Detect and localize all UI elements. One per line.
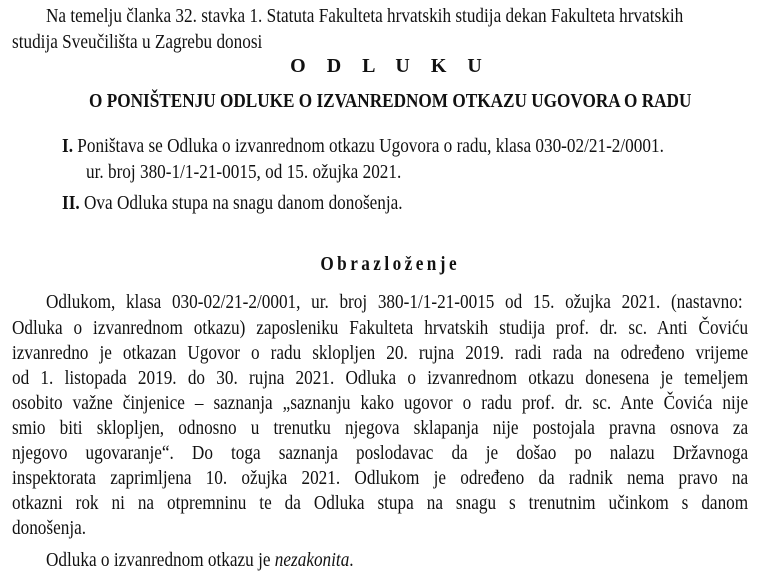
- conclusion: [46, 548, 354, 572]
- conclusion-suffix: .: [349, 549, 354, 571]
- reasoning-line-text: Odlukom, klasa 030-02/21-2/0001, ur. broj 380-1/1-21-0015 od 15. ožujka 2021. (nastavno:: [46, 291, 743, 313]
- document-title: O D L U K U: [290, 55, 490, 77]
- reasoning-line: [12, 491, 748, 515]
- reasoning-line-text: smio biti sklopljen, odnosno u trenutku njegova sklapanja nije postojala pravna osnova za: [12, 417, 749, 439]
- reasoning-line: [12, 366, 748, 390]
- reasoning-heading: [0, 252, 780, 276]
- reasoning-line: [46, 290, 743, 314]
- reasoning-line: [12, 416, 748, 440]
- reasoning-heading-text: Obrazloženje: [320, 253, 460, 275]
- decision-item-1-continuation: ur. broj 380-1/1-21-0015, od 15. ožujka 2021.: [86, 161, 402, 183]
- item-text: Poništava se Odluka o izvanrednom otkazu Ugovora o radu, klasa 030-02/21-2/0001.: [77, 135, 664, 157]
- reasoning-line-text: od 1. listopada 2019. do 30. rujna 2021. Odluka o izvanrednom otkazu donesena je temeljem: [12, 367, 749, 389]
- conclusion-emphasis: nezakonita: [274, 549, 350, 571]
- item-number: I.: [62, 135, 74, 157]
- reasoning-line-text: osobito važne činjenice – saznanja „saznanju kako ugovor o radu prof. dr. sc. Ante Čovića nije: [12, 392, 749, 414]
- reasoning-line: [12, 341, 748, 365]
- reasoning-line-last: donošenja.: [12, 517, 87, 539]
- conclusion-text: Odluka o izvanrednom otkazu je: [46, 549, 275, 571]
- reasoning-line-text: njegovo ugovaranje“. Do toga saznanja poslodavac da je došao po nalazu Državnoga: [12, 442, 749, 464]
- reasoning-line: [12, 391, 748, 415]
- reasoning-line: [12, 316, 748, 340]
- item-number: II.: [62, 192, 80, 214]
- decision-item-1: [62, 134, 664, 158]
- preamble-line-1: Na temelju članka 32. stavka 1. Statuta Fakulteta hrvatskih studija dekan Fakulteta hrvatskih: [46, 5, 684, 27]
- reasoning-line-text: inspektorata zaprimljena 10. ožujka 2021. Odlukom je određeno da radnik nema pravo na: [12, 467, 749, 489]
- reasoning-line: [12, 466, 748, 490]
- preamble-line-2: studija Sveučilišta u Zagrebu donosi: [12, 31, 263, 53]
- document-subtitle-text: O PONIŠTENJU ODLUKE O IZVANREDNOM OTKAZU UGOVORA O RADU: [88, 90, 692, 112]
- reasoning-line-text: izvanredno je otkazan Ugovor o radu sklopljen 20. rujna 2019. radi rada na određeno vrijeme: [12, 342, 749, 364]
- reasoning-line: [12, 441, 748, 465]
- reasoning-line-text: Odluka o izvanrednom otkazu) zaposleniku Fakulteta hrvatskih studija prof. dr. sc. Anti Čoviću: [12, 317, 749, 339]
- decision-item-2: [62, 191, 403, 215]
- reasoning-line-text: otkazni rok ni na otpremninu te da Odluka stupa na snagu s trenutnim učinkom s danom: [12, 492, 749, 514]
- item-text: Ova Odluka stupa na snagu danom donošenja.: [83, 192, 403, 214]
- document-subtitle: [0, 89, 780, 113]
